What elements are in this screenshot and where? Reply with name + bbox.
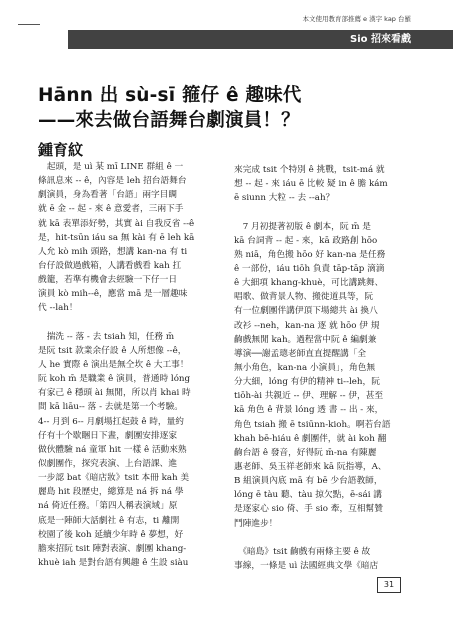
text-line: 角色 tsiah 搬 ē tsiūnn-kioh。啊若台語 bbox=[234, 419, 391, 430]
text-line: 7 月初提著初版 ê 劇本，阮 m̄ 是 bbox=[234, 221, 371, 232]
text-line: kā 角色 ê 背景 lóng 透 書 -- 出 - 來， bbox=[234, 405, 384, 416]
text-line: 導演──謝孟璁老師直直提醒講「全 bbox=[234, 348, 367, 359]
text-line: ná 倚近任務。「第四人稱表演域」原 bbox=[38, 501, 178, 512]
text-line: khah bē-hiáu ê 劇團伴，就 ài koh 翻 bbox=[234, 433, 387, 444]
header-note: 本文使用教育部推薦 e 漢字 kap 台羅 bbox=[302, 15, 411, 23]
text-line: 就 kā 表單添好勢，其實 ài 自我反省 --ê bbox=[38, 218, 195, 229]
text-line: 人允 kò mih 頭路，想講 kan-na 有 ti bbox=[38, 246, 188, 257]
text-line: 齣台語 ê 發音，好得阮 m̄-na 有陳麗 bbox=[234, 447, 377, 458]
text-line: 是阮 tsit 款業余仔設 ê 人所想像 --ê， bbox=[38, 345, 187, 356]
page-number: 31 bbox=[377, 577, 401, 593]
right-column bbox=[234, 163, 419, 573]
text-line: 麗島 hit 段歷史，總算是 ná 拆 ná 學 bbox=[38, 487, 184, 498]
text-line: 底是一陣師大話劇社 ê 有志，ti 離開 bbox=[38, 515, 180, 526]
text-line: 校園了後 koh 延續少年時 ê 夢想，好 bbox=[38, 529, 184, 540]
text-line: 改衫 --neh，kan-na 逐 就 hōo 伊 規 bbox=[234, 320, 380, 331]
article-title-line-2: ——來去做台語舞台劇演員！？ bbox=[38, 110, 300, 131]
text-line: 是逐家心 sio 倚、手 sio 牽，互相幫贊 bbox=[234, 504, 383, 515]
text-line: 劇演員，身為看著「台語」兩字目睭 bbox=[38, 190, 177, 201]
text-line: 條訊息來 -- ê，內容是 leh 招台語舞台 bbox=[38, 176, 187, 187]
text-line: 仔有十个歇睏日下晝，劇團安排逐家 bbox=[38, 430, 177, 441]
article-title-line-1: Hānn 出 sù-sī 箍仔 ê 趣味代 bbox=[38, 85, 302, 106]
author-name: 鍾育紋 bbox=[38, 141, 84, 159]
text-line: 演員 kò mih--ê，應當 mā 是一層趣味 bbox=[38, 289, 188, 300]
text-line: 想 -- 起 - 來 iáu ē 比較 疑 in ê 膽 kám bbox=[234, 179, 388, 190]
text-line: 有家己 ê 穩頭 ài 無閒，所以肖 khai 時 bbox=[38, 388, 191, 399]
text-line: 有一位劇團伴講伊頂下場總共 ài 換八 bbox=[234, 306, 378, 317]
text-line: 阮 koh m̄ 是職業 ê 演員，普通時 lóng bbox=[38, 374, 191, 385]
section-title: Sio 招來看戲 bbox=[350, 34, 411, 45]
text-line: 膽來招阮 tsit 陣對表演、劇團 khang- bbox=[38, 543, 187, 554]
text-line: 起頭，是 uì 某 mī LINE 群組 ê 一 bbox=[38, 162, 184, 172]
text-line: 來完成 tsit 个特別 ê 挑戰，tsit-má 就 bbox=[234, 165, 385, 175]
text-line: 揣洗 -- 落 - 去 tsiah 知，任務 m̄ bbox=[38, 331, 175, 342]
text-line: 一步認 bat《暗店妝》tsit 本冊 kah 美 bbox=[38, 473, 190, 484]
text-line: 台仔設做過戲箱，人講看戲看 kah 扛 bbox=[38, 260, 182, 271]
text-line: tiōh-ài 共親近 -- 伊、理解 -- 伊，甚至 bbox=[234, 391, 384, 402]
text-line: B 組演員內底 mā 有 bē 少台語教師， bbox=[234, 476, 383, 487]
text-line: 似劇團作，探究表演、上台語課、進 bbox=[38, 458, 177, 469]
left-column bbox=[38, 160, 223, 570]
header-rule bbox=[18, 24, 40, 25]
text-line: 分大細，lóng 有伊的精神 ti--leh，阮 bbox=[234, 377, 380, 388]
text-line: lóng ē tàu 聽、tàu 掠欠點，ē-sái 講 bbox=[234, 490, 382, 501]
text-line bbox=[38, 316, 223, 330]
text-line: ê 大細項 khang-khuè，可比講跳舞、 bbox=[234, 278, 384, 289]
text-line: 惠老師、吳玉祥老師來 kā 阮指導，A、 bbox=[234, 461, 387, 472]
text-line: 熟 niā，角色搬 hōo 好 kan-na 是任務 bbox=[234, 249, 386, 260]
text-line bbox=[234, 205, 419, 219]
text-line: 齣戲無閒 kah。過程當中阮 ê 編劇兼 bbox=[234, 334, 377, 345]
text-line: 戲籠，若準有機會去經驗一下仔一日 bbox=[38, 275, 177, 286]
text-line: 《暗島》tsit 齣戲有兩條主要 ê 故 bbox=[234, 546, 371, 557]
text-line: 人 he 實際 ê 演出是無仝坎 ê 大工事！ bbox=[38, 359, 189, 370]
text-line: kā 台詞背 -- 起 - 來，kā 政路創 hōo bbox=[234, 235, 378, 246]
text-line bbox=[234, 531, 419, 545]
text-line: 唱歌、做背景人物、搬徙道具等，阮 bbox=[234, 292, 373, 303]
article-title bbox=[38, 83, 428, 133]
text-line: 事線，一條是 uì 法國經典文學《暗店 bbox=[234, 560, 379, 571]
text-line: 是，hit-tsūn iáu sa 無 kài 有 ē leh kā bbox=[38, 232, 195, 243]
text-line: 代 --lah！ bbox=[38, 303, 78, 314]
text-line: 間 kā liāu-- 落 - 去就是第一个考驗。 bbox=[38, 402, 183, 413]
text-line: 無小角色，kan-na 小演員」，角色無 bbox=[234, 362, 376, 373]
text-line: 做伙體驗 ná 童軍 hit 一樣 ê 活動來熟 bbox=[38, 444, 187, 455]
text-line: ē siunn 大粒 -- 去 --ah？ bbox=[234, 193, 335, 204]
text-line: ê 一部份，iáu tiōh 負責 tāp-tāp 滴滴 bbox=[234, 263, 385, 274]
text-line: khuè iah 是對台語有興趣 ê 生設 siàu bbox=[38, 557, 189, 568]
text-line: 鬥陣進步！ bbox=[234, 518, 278, 529]
text-line: 4-- 月到 6-- 月劇場扛起鼓 ê 時，量約 bbox=[38, 416, 184, 427]
text-line: 就 ē 金 -- 起 - 來 ê 意愛者，三兩下手 bbox=[38, 204, 184, 215]
